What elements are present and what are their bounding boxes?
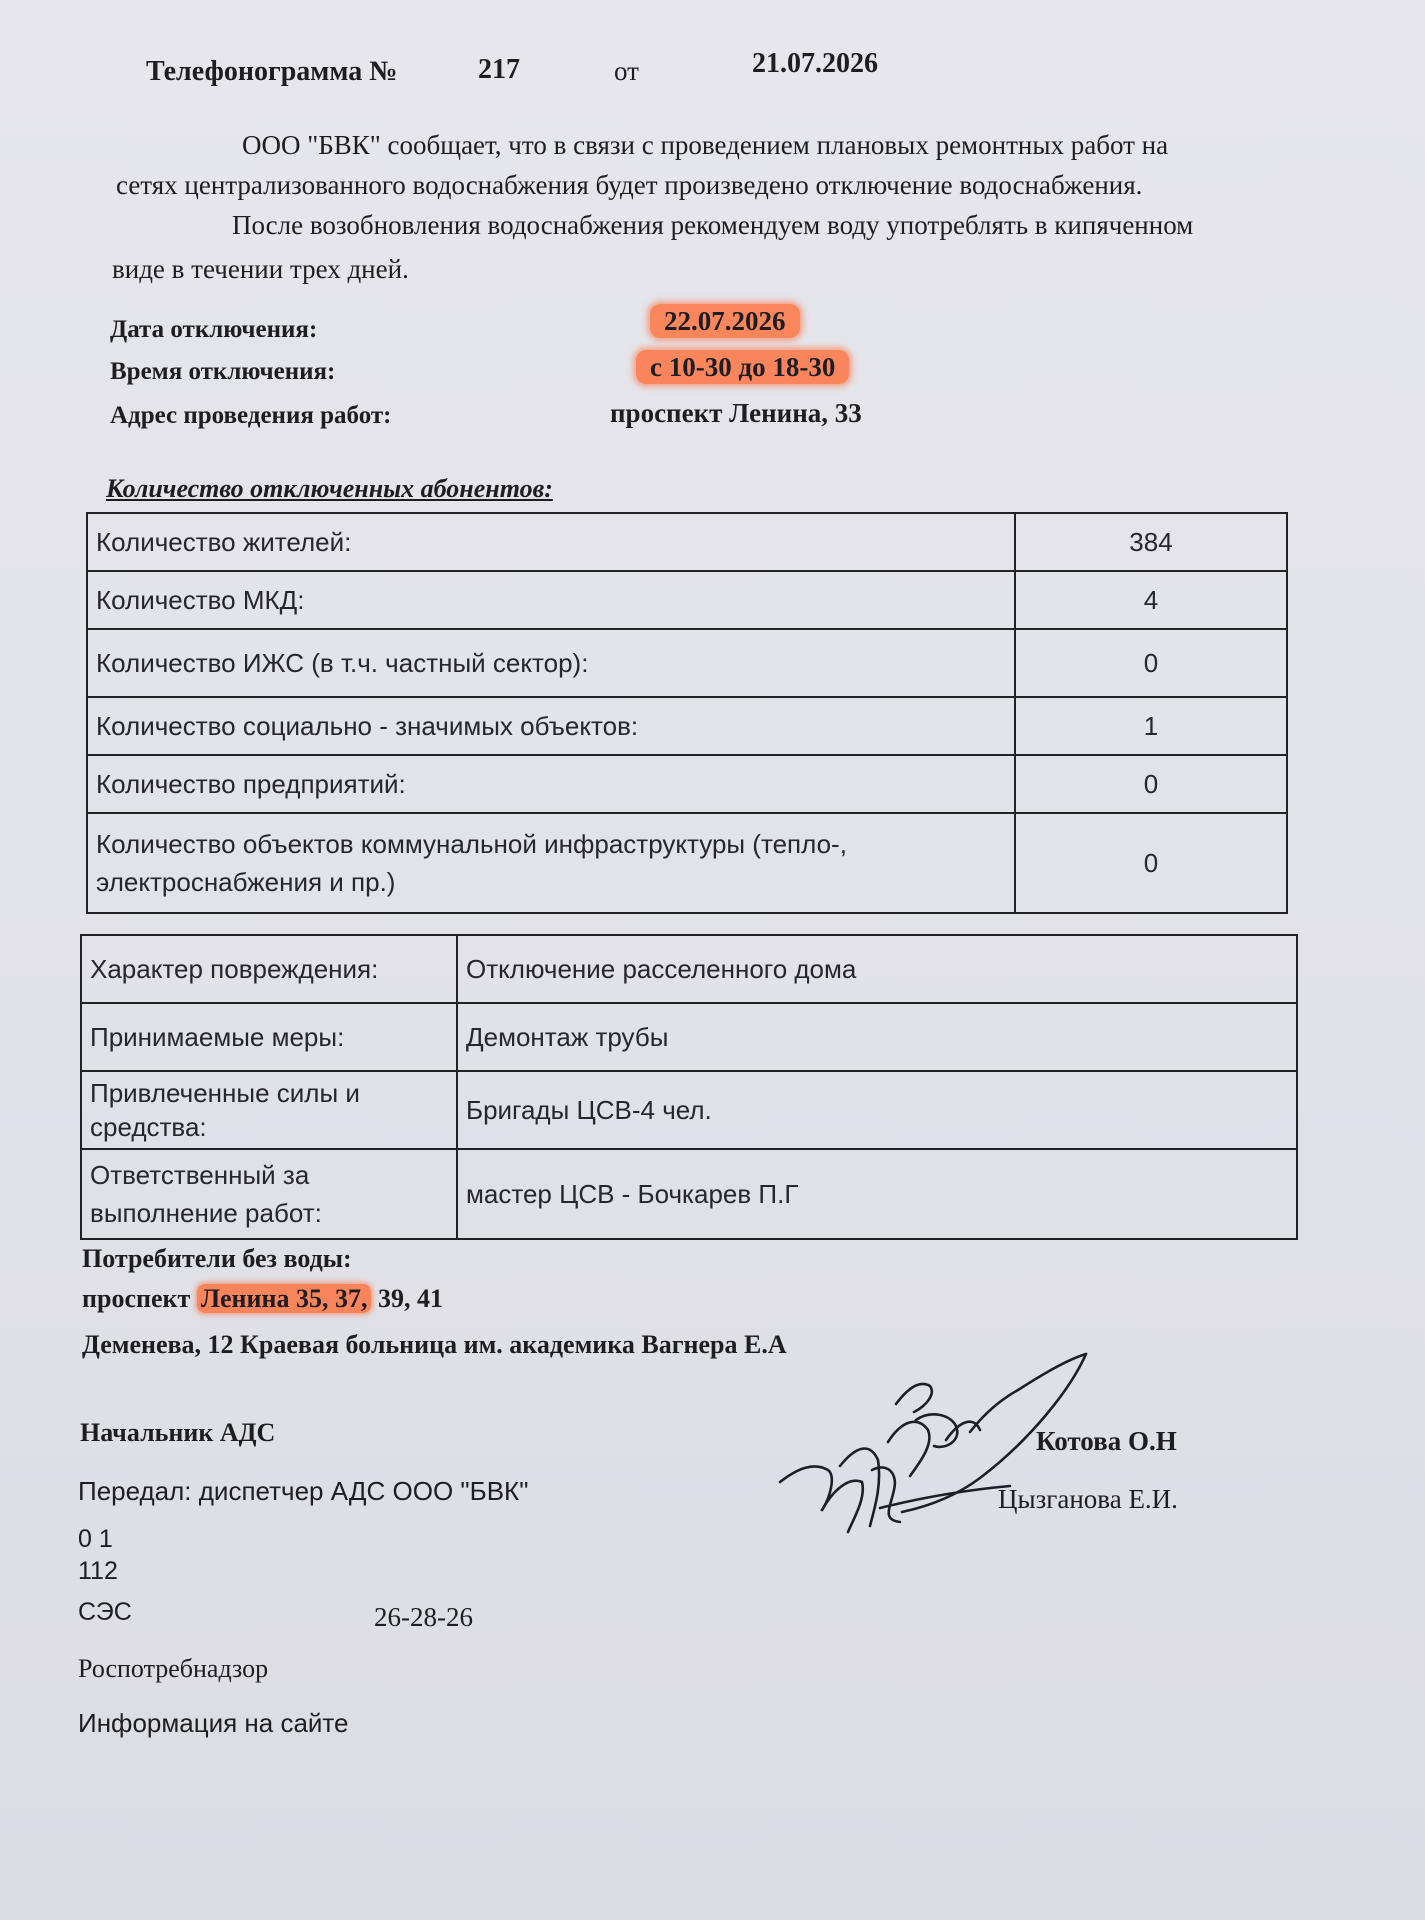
damage-value-measures: Демонтаж трубы: [457, 1003, 1297, 1071]
damage-label-nature: Характер повреждения:: [81, 935, 457, 1003]
distribution-line-1: 0 1: [78, 1525, 113, 1553]
table-row: [87, 513, 1287, 571]
rospotrebnadzor: Роспотребнадзор: [78, 1654, 269, 1683]
consumers-line-2: Деменева, 12 Краевая больница им. академика Вагнера Е.А: [82, 1330, 787, 1359]
intro-paragraph-1-line-1: ООО "БВК" сообщает, что в связи с проведением плановых ремонтных работ на: [242, 130, 1169, 160]
subscribers-table: [86, 512, 1288, 914]
subscribers-label-social: Количество социально - значимых объектов:: [87, 697, 1015, 755]
damage-table: [80, 934, 1298, 1240]
intro-paragraph-1-line-2: сетях централизованного водоснабжения будет произведено отключение водоснабжения.: [116, 170, 1143, 200]
sender-title: Передал: диспетчер АДС ООО "БВК": [78, 1476, 529, 1506]
subscribers-value-social: 1: [1015, 697, 1287, 755]
subscribers-label-mkd: Количество МКД:: [87, 571, 1015, 629]
table-row: [81, 935, 1297, 1003]
shutdown-time-value: [636, 352, 849, 383]
shutdown-date-label: Дата отключения:: [110, 316, 318, 343]
subscribers-value-enterprises: 0: [1015, 755, 1287, 813]
intro-paragraph-2-line-2: виде в течении трех дней.: [112, 254, 409, 284]
table-row: [87, 571, 1287, 629]
table-row: [87, 813, 1287, 913]
ses-label: СЭС: [78, 1598, 132, 1626]
head-title: Начальник АДС: [80, 1418, 276, 1447]
damage-label-responsible-line-1: Ответственный за: [90, 1160, 310, 1190]
subscribers-label-infrastructure-line-2: электроснабжения и пр.): [96, 867, 396, 897]
distribution-line-2: 112: [78, 1557, 118, 1585]
damage-value-forces: Бригады ЦСВ-4 чел.: [457, 1071, 1297, 1149]
consumers-heading: Потребители без воды:: [82, 1244, 352, 1273]
shutdown-time-label: Время отключения:: [110, 358, 336, 385]
subscribers-heading: Количество отключенных абонентов:: [106, 474, 553, 503]
work-address-value: проспект Ленина, 33: [610, 398, 862, 428]
consumers-line-1-highlight: Ленина 35, 37,: [197, 1284, 372, 1313]
handwritten-signature: [770, 1350, 1100, 1550]
table-row: [87, 629, 1287, 697]
table-row: [81, 1071, 1297, 1149]
telephonogram-date: 21.07.2026: [752, 48, 878, 79]
shutdown-date-value: [650, 306, 800, 337]
site-info: Информация на сайте: [78, 1708, 349, 1738]
consumers-line-1-prefix: проспект: [82, 1284, 191, 1313]
work-address-label: Адрес проведения работ:: [110, 402, 392, 429]
from-label: от: [614, 56, 639, 86]
telephonogram-number: 217: [478, 54, 520, 85]
subscribers-label-enterprises: Количество предприятий:: [87, 755, 1015, 813]
ses-phone: 26-28-26: [374, 1602, 473, 1632]
consumers-line-1: [82, 1284, 443, 1314]
damage-label-forces-line-2: средства:: [90, 1112, 207, 1142]
damage-label-measures: Принимаемые меры:: [81, 1003, 457, 1071]
subscribers-label-infrastructure: [87, 813, 1015, 913]
subscribers-value-infrastructure: 0: [1015, 813, 1287, 913]
sender-name: Цызганова Е.И.: [998, 1484, 1178, 1514]
damage-label-responsible: [81, 1149, 457, 1239]
shutdown-time-highlight: с 10-30 до 18-30: [636, 350, 849, 384]
subscribers-label-infrastructure-line-1: Количество объектов коммунальной инфраструктуры (тепло-,: [96, 829, 847, 859]
intro-paragraph-2-line-1: После возобновления водоснабжения рекомендуем воду употреблять в кипяченном: [232, 210, 1194, 240]
subscribers-value-izhs: 0: [1015, 629, 1287, 697]
subscribers-label-residents: Количество жителей:: [87, 513, 1015, 571]
subscribers-value-mkd: 4: [1015, 571, 1287, 629]
table-row: [81, 1149, 1297, 1239]
damage-label-forces: [81, 1071, 457, 1149]
head-name: Котова О.Н: [1036, 1426, 1177, 1456]
damage-label-responsible-line-2: выполнение работ:: [90, 1198, 322, 1228]
damage-label-forces-line-1: Привлеченные силы и: [90, 1078, 360, 1108]
table-row: [81, 1003, 1297, 1071]
subscribers-label-izhs: Количество ИЖС (в т.ч. частный сектор):: [87, 629, 1015, 697]
subscribers-value-residents: 384: [1015, 513, 1287, 571]
damage-value-responsible: мастер ЦСВ - Бочкарев П.Г: [457, 1149, 1297, 1239]
telephonogram-title: Телефонограмма №: [146, 56, 398, 87]
table-row: [87, 697, 1287, 755]
table-row: [87, 755, 1287, 813]
damage-value-nature: Отключение расселенного дома: [457, 935, 1297, 1003]
shutdown-date-highlight: 22.07.2026: [650, 304, 800, 338]
consumers-line-1-rest: 39, 41: [377, 1284, 443, 1313]
